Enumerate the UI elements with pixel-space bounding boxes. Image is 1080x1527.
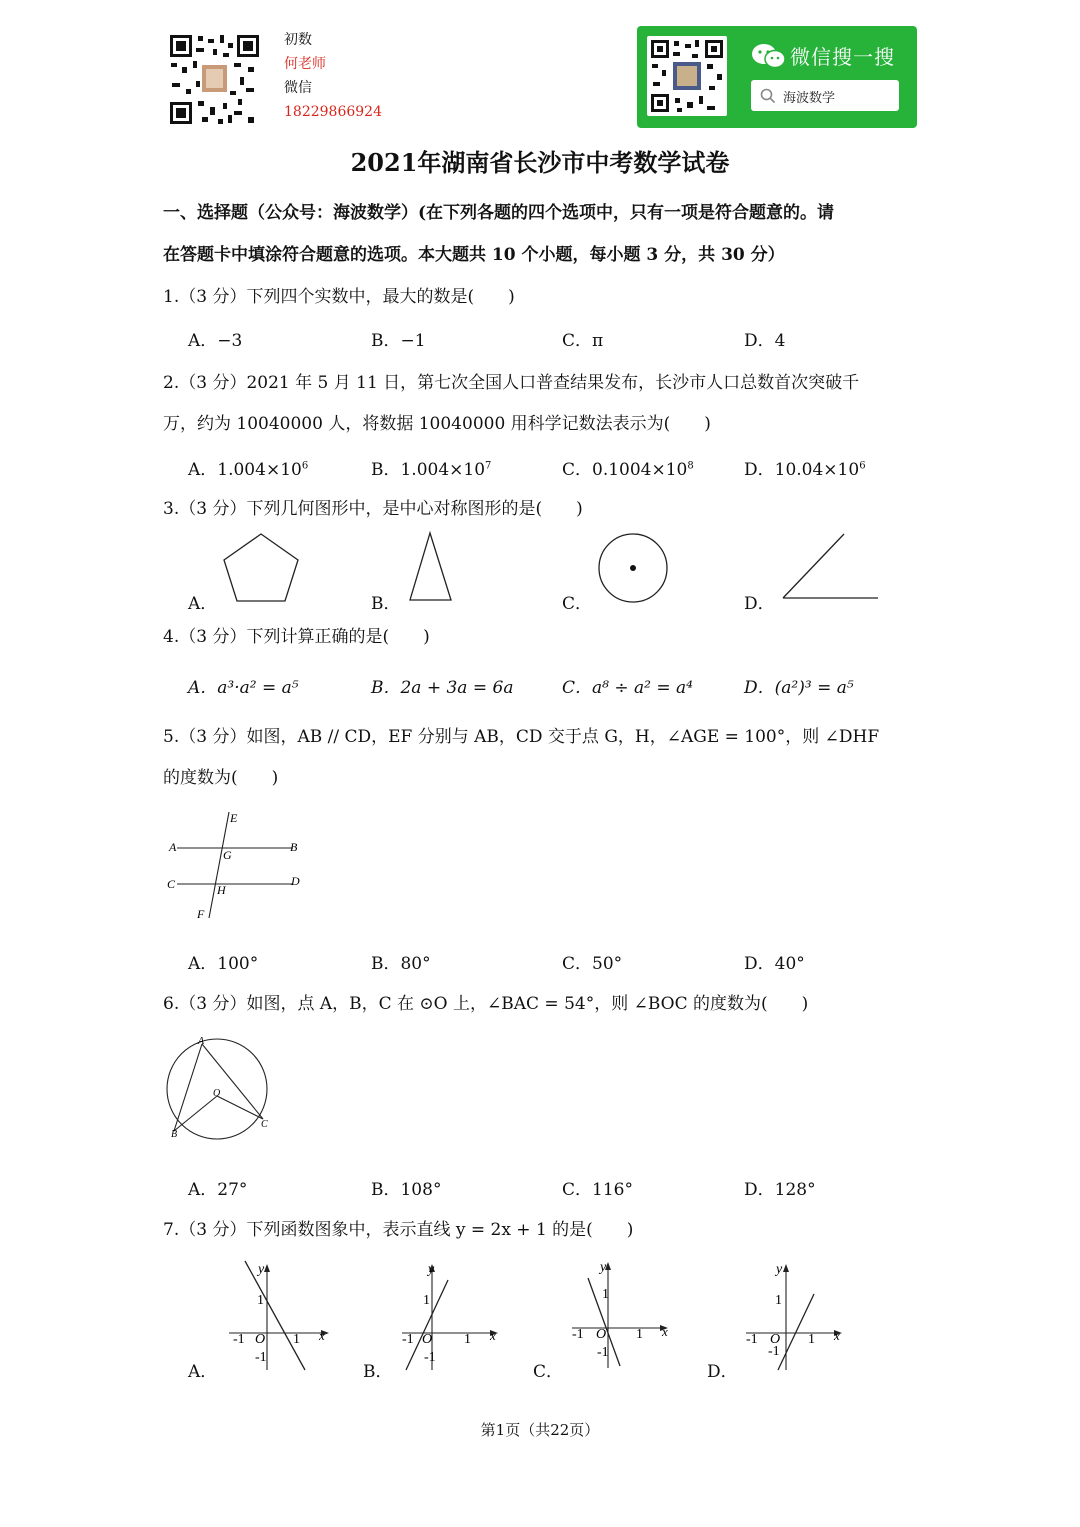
teacher-line-subject: 初数 xyxy=(284,32,312,48)
tick-x-1: 1 xyxy=(808,1332,815,1347)
q4-option-d: D．(a²)³ = a⁵ xyxy=(744,678,854,698)
wechat-search-title: 微信搜一搜 xyxy=(790,45,895,69)
axis-x-label: x xyxy=(834,1328,840,1343)
label-a: A xyxy=(169,840,177,854)
tick-x-1: 1 xyxy=(636,1327,643,1342)
page-title: 2021年湖南省长沙市中考数学试卷 xyxy=(350,148,730,177)
q3-option-a: A． xyxy=(188,594,218,614)
axis-y-label: y xyxy=(776,1262,783,1277)
axis-x-label: x xyxy=(662,1324,668,1339)
isosceles-triangle-figure xyxy=(402,528,458,606)
tick-y-1: 1 xyxy=(602,1287,609,1302)
origin-label: O xyxy=(770,1332,781,1347)
q6-option-a: A．27° xyxy=(188,1180,248,1200)
origin-label: O xyxy=(255,1332,266,1347)
teacher-line-phone: 18229866924 xyxy=(284,104,382,120)
label-c: C xyxy=(261,1119,268,1130)
search-icon xyxy=(760,88,776,104)
q7-option-d: D． xyxy=(707,1362,738,1382)
circle-angle-figure xyxy=(160,1034,276,1142)
q3-option-b: B． xyxy=(371,594,401,614)
pentagon-figure xyxy=(218,530,304,606)
origin-label: O xyxy=(422,1332,433,1347)
label-g: G xyxy=(223,848,232,862)
tick-x-1: 1 xyxy=(464,1332,471,1347)
wechat-search-box[interactable] xyxy=(751,80,899,111)
q2-option-d: D．$10.04\times 10^6$ xyxy=(744,460,866,480)
q3-option-c: C． xyxy=(562,594,593,614)
section-heading-line1: 一、选择题（公众号：海波数学）(在下列各题的四个选项中，只有一项是符合题意的。请 xyxy=(163,203,835,223)
origin-label: O xyxy=(596,1327,607,1342)
q6-option-c: C．116° xyxy=(562,1180,633,1200)
label-o: O xyxy=(213,1088,221,1099)
q5-option-b: B．80° xyxy=(371,954,431,974)
q7-option-b: B． xyxy=(363,1362,393,1382)
q3-option-d: D． xyxy=(744,594,775,614)
q5-option-d: D．40° xyxy=(744,954,805,974)
q6-stem: 6.（3 分）如图，点 A，B，C 在 ⊙O 上，∠BAC = 54°，则 ∠BOC 的度数为( ) xyxy=(163,994,809,1014)
label-e: E xyxy=(230,811,238,825)
q6-option-b: B．108° xyxy=(371,1180,442,1200)
tick-y-neg1: -1 xyxy=(768,1344,780,1359)
q7-graph-d xyxy=(742,1258,852,1378)
tick-y-neg1: -1 xyxy=(424,1350,436,1365)
label-h: H xyxy=(217,883,226,897)
label-d: D xyxy=(291,874,300,888)
tick-x-neg1: -1 xyxy=(402,1332,414,1347)
q7-option-a: A． xyxy=(188,1362,218,1382)
q4-option-a: A．a³·a² = a⁵ xyxy=(188,678,299,698)
tick-x-1: 1 xyxy=(293,1332,300,1347)
q4-option-b: B．2a + 3a = 6a xyxy=(371,678,514,698)
q2-option-c: C．$0.1004\times 10^8$ xyxy=(562,460,694,480)
q2-stem-line2: 万，约为 10040000 人，将数据 10040000 用科学记数法表示为( ) xyxy=(163,414,711,434)
q5-option-a: A．100° xyxy=(188,954,259,974)
wechat-search-card[interactable] xyxy=(637,26,917,128)
qr-code-image xyxy=(168,33,261,126)
q5-stem-line2: 的度数为( ) xyxy=(163,768,279,788)
page-footer: 第1页（共22页） xyxy=(480,1421,600,1439)
q1-option-c: C．π xyxy=(562,331,604,351)
wechat-qr-code xyxy=(647,36,727,116)
q3-stem: 3.（3 分）下列几何图形中，是中心对称图形的是( ) xyxy=(163,499,583,519)
q1-option-b: B．−1 xyxy=(371,331,426,351)
q7-graph-b xyxy=(398,1258,508,1378)
axis-x-label: x xyxy=(319,1328,325,1343)
q1-option-d: D．4 xyxy=(744,331,786,351)
label-a: A xyxy=(198,1036,205,1047)
tick-x-neg1: -1 xyxy=(746,1332,758,1347)
q4-stem: 4.（3 分）下列计算正确的是( ) xyxy=(163,627,430,647)
label-c: C xyxy=(167,877,176,891)
wechat-logo-icon xyxy=(751,42,787,70)
q7-option-c: C． xyxy=(533,1362,564,1382)
q7-graph-c xyxy=(568,1256,680,1376)
tick-x-neg1: -1 xyxy=(572,1327,584,1342)
tick-y-1: 1 xyxy=(423,1293,430,1308)
label-f: F xyxy=(197,907,205,921)
q6-option-d: D．128° xyxy=(744,1180,816,1200)
parallel-lines-figure xyxy=(163,806,313,926)
q5-stem-line1: 5.（3 分）如图，AB // CD，EF 分别与 AB，CD 交于点 G，H，∠AGE = 100°，则 ∠DHF xyxy=(163,727,880,747)
qr-code xyxy=(168,33,261,126)
tick-y-neg1: -1 xyxy=(255,1350,267,1365)
axis-y-label: y xyxy=(258,1262,265,1277)
angle-ray-figure xyxy=(778,530,884,606)
wechat-search-text: 海波数学 xyxy=(783,91,836,106)
label-b: B xyxy=(290,840,298,854)
q1-stem: 1.（3 分）下列四个实数中，最大的数是( ) xyxy=(163,287,515,307)
q7-graph-a xyxy=(225,1258,335,1378)
tick-y-neg1: -1 xyxy=(597,1345,609,1360)
q4-option-c: C．a⁸ ÷ a² = a⁴ xyxy=(562,678,693,698)
q2-stem-line1: 2.（3 分）2021 年 5 月 11 日，第七次全国人口普查结果发布，长沙市人口总数首次突破千 xyxy=(163,373,860,393)
axis-y-label: y xyxy=(428,1262,435,1277)
label-b: B xyxy=(171,1129,178,1140)
teacher-line-wechat: 微信 xyxy=(284,80,312,96)
q2-option-a: A．$1.004\times 10^6$ xyxy=(188,460,309,480)
teacher-contact xyxy=(284,28,382,124)
tick-x-neg1: -1 xyxy=(233,1332,245,1347)
q5-option-c: C．50° xyxy=(562,954,623,974)
tick-y-1: 1 xyxy=(775,1293,782,1308)
axis-x-label: x xyxy=(490,1328,496,1343)
tick-y-1: 1 xyxy=(257,1293,264,1308)
q7-stem: 7.（3 分）下列函数图象中，表示直线 y = 2x + 1 的是( ) xyxy=(163,1220,634,1240)
q2-option-b: B．$1.004\times 10^7$ xyxy=(371,460,492,480)
teacher-line-name: 何老师 xyxy=(284,56,326,72)
q1-option-a: A．−3 xyxy=(188,331,243,351)
circle-figure xyxy=(595,530,671,606)
section-heading-line2: 在答题卡中填涂符合题意的选项。本大题共 10 个小题，每小题 3 分，共 30 分） xyxy=(163,245,785,265)
axis-y-label: y xyxy=(600,1260,607,1275)
